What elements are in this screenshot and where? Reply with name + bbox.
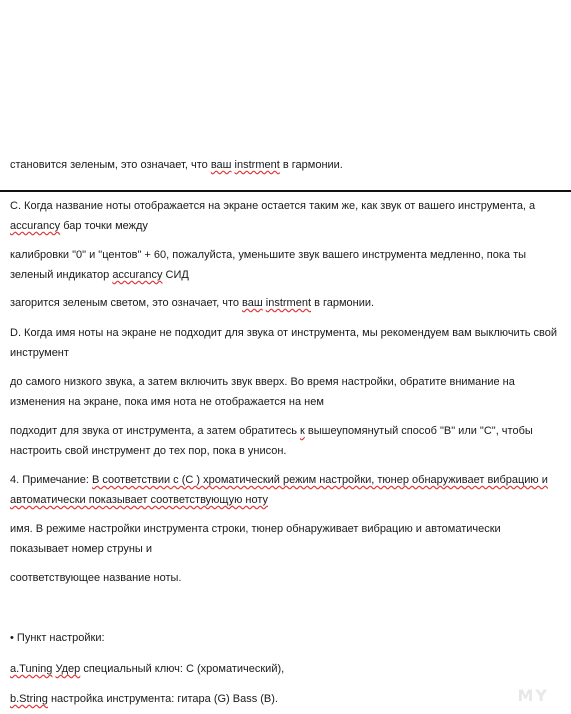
- text-run: имя. В режиме настройки инструмента строки, тюнер обнаруживает вибрацию и автоматически показывает номер струны и: [10, 523, 501, 555]
- text-run: загорится зеленым светом, это означает, что: [10, 297, 243, 309]
- text-run: СИД: [162, 269, 189, 281]
- paragraph-in-harmony-top: [10, 155, 560, 175]
- spellcheck-word: accurancy: [10, 220, 61, 232]
- text-run: вышеупомянутый способ "B" или "C", чтобы настроить свой инструмент до тех пор, пока в унисон.: [10, 425, 533, 457]
- text-run: специальный ключ: C (хроматический),: [80, 663, 285, 675]
- spellcheck-word: ваш: [210, 159, 232, 171]
- horizontal-divider: [0, 190, 571, 192]
- spellcheck-phrase: В соответствии с (C ) хроматический режим настройки, тюнер обнаруживает вибрацию и автоматически показывает соответствующую ноту: [10, 474, 548, 506]
- text-run: C. Когда название ноты отображается на экране остается таким же, как звук от вашего инструмента, а: [10, 200, 536, 212]
- paragraph-tuning-key: [10, 659, 560, 679]
- text-run: становится зеленым, это означает, что: [10, 159, 211, 171]
- text-run: D. Когда имя ноты на экране не подходит для звука от инструмента, мы рекомендуем вам выключить свой инструмент: [10, 327, 558, 359]
- spellcheck-word: ваш: [242, 297, 263, 309]
- spellcheck-word: instrment: [265, 297, 312, 309]
- watermark: MY: [517, 686, 549, 705]
- paragraph-calibration: [10, 245, 560, 285]
- spellcheck-word: Удер: [55, 663, 81, 675]
- paragraph-tuning-item: [10, 628, 560, 648]
- paragraph-string-mode: [10, 519, 560, 559]
- paragraph-d-note: [10, 323, 560, 363]
- text-run: бар точки между: [60, 220, 148, 232]
- spellcheck-word: instrment: [234, 159, 280, 171]
- text-run: • Пункт настройки:: [10, 632, 105, 644]
- paragraph-note-name: [10, 568, 560, 588]
- text-run: в гармонии.: [311, 297, 375, 309]
- text-run: в гармонии.: [279, 159, 343, 171]
- text-run: подходит для звука от инструмента, а затем обратитесь: [10, 425, 301, 437]
- text-run: соответствующее название ноты.: [10, 572, 182, 584]
- text-run: до самого низкого звука, а затем включить звук вверх. Во время настройки, обратите внимание на изменения на экране, пока имя нота не отображается на нем: [10, 376, 515, 408]
- spellcheck-word: b.String: [10, 693, 48, 705]
- spellcheck-word: к: [300, 425, 305, 437]
- paragraph-in-harmony: [10, 293, 560, 313]
- text-run: калибровки "0" и "центов" + 60, пожалуйста, уменьшите звук вашего инструмента медленно, пока ты зеленый индикатор: [10, 249, 527, 281]
- paragraph-string-tuning: [10, 689, 560, 709]
- text-run: 4. Примечание:: [10, 474, 93, 486]
- spellcheck-word: a.Tuning: [10, 663, 53, 675]
- paragraph-note-4: [10, 470, 560, 510]
- spellcheck-word: accurancy: [112, 269, 163, 281]
- text-run: настройка инструмента: гитара (G) Bass (B).: [47, 693, 278, 705]
- paragraph-lowest-sound: [10, 372, 560, 412]
- paragraph-refer-method: [10, 421, 560, 461]
- paragraph-c-note: [10, 196, 560, 236]
